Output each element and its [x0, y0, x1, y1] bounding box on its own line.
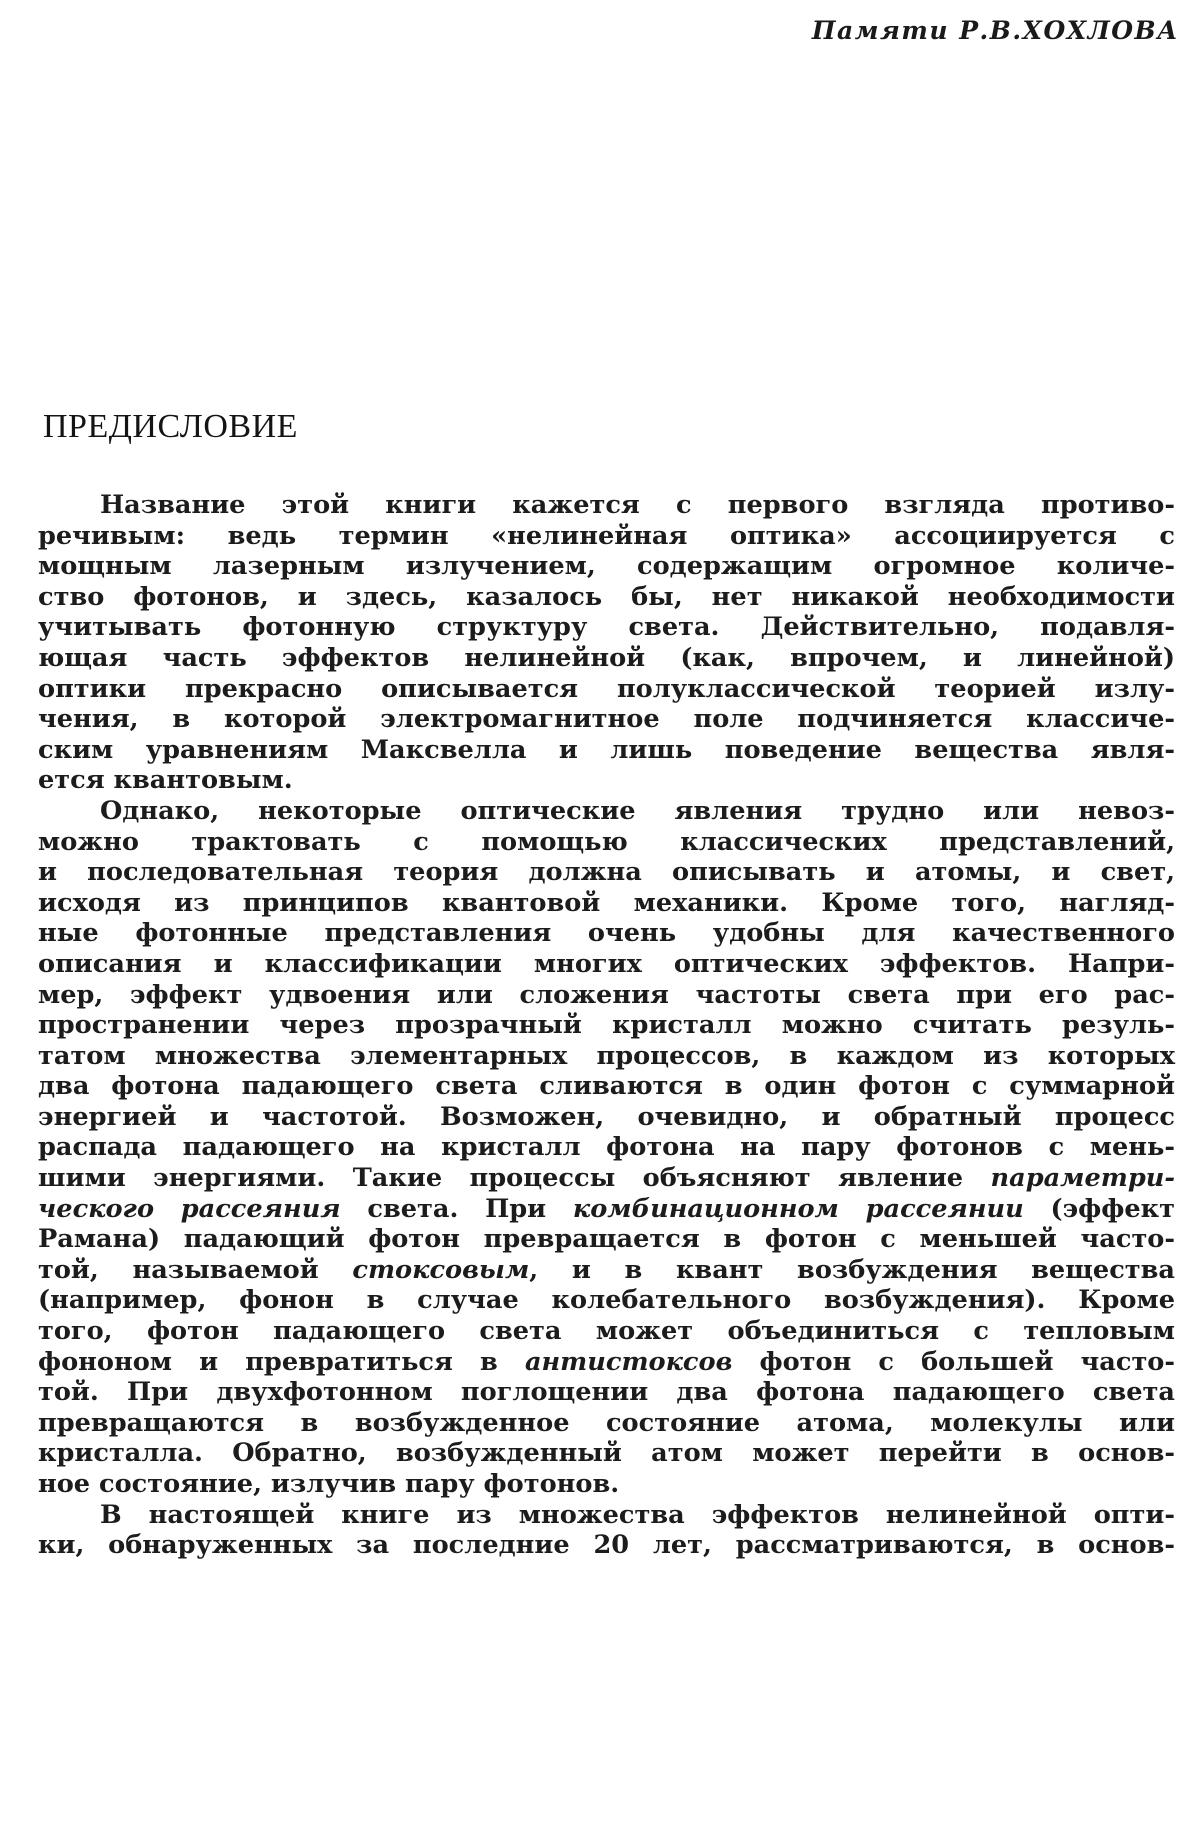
- text-run: два фотона падающего света сливаются в один фотон с суммарной: [38, 1071, 1175, 1102]
- text-line: [38, 1163, 1175, 1194]
- text-run: ется квантовым.: [38, 765, 293, 796]
- italic-term: параметри-: [990, 1163, 1175, 1194]
- text-line: [38, 1377, 1175, 1408]
- text-line: [38, 1041, 1175, 1072]
- text-run: можно трактовать с помощью классических представлений,: [38, 826, 1175, 857]
- text-line: [38, 1010, 1175, 1041]
- text-run: татом множества элементарных процессов, в каждом из которых: [38, 1040, 1175, 1071]
- text-run: Название этой книги кажется с первого взгляда противо-: [100, 490, 1175, 520]
- text-line: [38, 735, 1175, 766]
- text-run: фононом и превратиться в: [38, 1346, 525, 1377]
- text-run: чения, в которой электромагнитное поле подчиняется классиче-: [38, 704, 1175, 735]
- text-line: [38, 1530, 1175, 1561]
- text-run: ки, обнаруженных за последние 20 лет, рассматриваются, в основ-: [38, 1530, 1175, 1561]
- text-line: [38, 1469, 1175, 1500]
- text-line: [38, 1285, 1175, 1316]
- text-run: кристалла. Обратно, возбужденный атом может перейти в основ-: [38, 1438, 1175, 1469]
- text-line: [38, 674, 1175, 705]
- text-line: [38, 1408, 1175, 1439]
- text-line: [38, 1500, 1175, 1531]
- text-run: той. При двухфотонном поглощении два фотона падающего света: [38, 1377, 1175, 1408]
- paragraph: [38, 796, 1175, 1500]
- text-run: речивым: ведь термин «нелинейная оптика» ассоциируется с: [38, 520, 1175, 551]
- text-run: превращаются в возбужденное состояние атома, молекулы или: [38, 1407, 1175, 1438]
- text-run: шими энергиями. Такие процессы объясняют явление: [38, 1163, 991, 1194]
- text-run: (эффект: [1023, 1193, 1175, 1224]
- text-run: распада падающего на кристалл фотона на пару фотонов с мень-: [38, 1132, 1175, 1163]
- text-run: Рамана) падающий фотон превращается в фотон с меньшей часто-: [38, 1224, 1175, 1255]
- text-run: (например, фонон в случае колебательного возбуждения). Кроме: [38, 1285, 1175, 1316]
- text-run: пространении через прозрачный кристалл можно считать резуль-: [38, 1010, 1175, 1041]
- text-run: той, называемой: [38, 1254, 353, 1285]
- section-title: ПРЕДИСЛОВИЕ: [43, 408, 298, 445]
- text-run: ющая часть эффектов нелинейной (как, впрочем, и линейной): [38, 642, 1175, 673]
- text-run: ное состояние, излучив пару фотонов.: [38, 1469, 620, 1499]
- preface-body: [38, 490, 1175, 1561]
- text-line: [38, 980, 1175, 1011]
- dedication: Памяти Р.В.ХОХЛОВА: [811, 16, 1179, 45]
- text-line: [38, 1316, 1175, 1347]
- text-line: [38, 1194, 1175, 1225]
- text-run: ским уравнениям Максвелла и лишь поведение вещества явля-: [38, 734, 1175, 765]
- text-line: [38, 704, 1175, 735]
- text-line: [38, 612, 1175, 643]
- text-run: энергией и частотой. Возможен, очевидно, и обратный процесс: [38, 1101, 1175, 1132]
- italic-term: ческого рассеяния: [38, 1193, 341, 1224]
- text-line: [38, 888, 1175, 919]
- text-line: [38, 765, 1175, 796]
- text-run: Однако, некоторые оптические явления трудно или невоз-: [100, 795, 1175, 826]
- text-line: [38, 1071, 1175, 1102]
- paragraph: [38, 1500, 1175, 1561]
- text-run: ные фотонные представления очень удобны для качественного: [38, 918, 1175, 949]
- text-run: исходя из принципов квантовой механики. Кроме того, нагляд-: [38, 887, 1175, 918]
- text-run: описания и классификации многих оптических эффектов. Напри-: [38, 948, 1175, 979]
- text-line: [38, 1255, 1175, 1286]
- text-line: [38, 551, 1175, 582]
- text-line: [38, 521, 1175, 552]
- text-run: мощным лазерным излучением, содержащим огромное количе-: [38, 551, 1175, 582]
- text-line: [38, 643, 1175, 674]
- text-line: [38, 918, 1175, 949]
- text-run: фотон с большей часто-: [732, 1346, 1176, 1377]
- text-line: [38, 1438, 1175, 1469]
- paragraph: [38, 490, 1175, 796]
- text-run: , и в квант возбуждения вещества: [529, 1254, 1175, 1285]
- italic-term: антистоксов: [524, 1346, 733, 1377]
- text-run: света. При: [340, 1193, 573, 1224]
- text-run: учитывать фотонную структуру света. Действительно, подавля-: [38, 612, 1175, 643]
- text-line: [38, 827, 1175, 858]
- text-line: [38, 582, 1175, 613]
- text-line: [38, 1224, 1175, 1255]
- text-run: того, фотон падающего света может объединиться с тепловым: [38, 1316, 1175, 1347]
- text-run: и последовательная теория должна описывать и атомы, и свет,: [38, 857, 1175, 888]
- text-line: [38, 490, 1175, 521]
- text-line: [38, 857, 1175, 888]
- italic-term: комбинационном рассеянии: [572, 1193, 1024, 1224]
- text-line: [38, 949, 1175, 980]
- italic-term: стоксовым: [352, 1254, 530, 1285]
- text-run: мер, эффект удвоения или сложения частоты света при его рас-: [38, 979, 1175, 1010]
- text-run: оптики прекрасно описывается полуклассической теорией излу-: [38, 673, 1175, 704]
- text-line: [38, 1132, 1175, 1163]
- text-run: В настоящей книге из множества эффектов нелинейной опти-: [100, 1499, 1175, 1530]
- text-run: ство фотонов, и здесь, казалось бы, нет никакой необходимости: [38, 581, 1175, 612]
- text-line: [38, 796, 1175, 827]
- text-line: [38, 1102, 1175, 1133]
- text-line: [38, 1347, 1175, 1378]
